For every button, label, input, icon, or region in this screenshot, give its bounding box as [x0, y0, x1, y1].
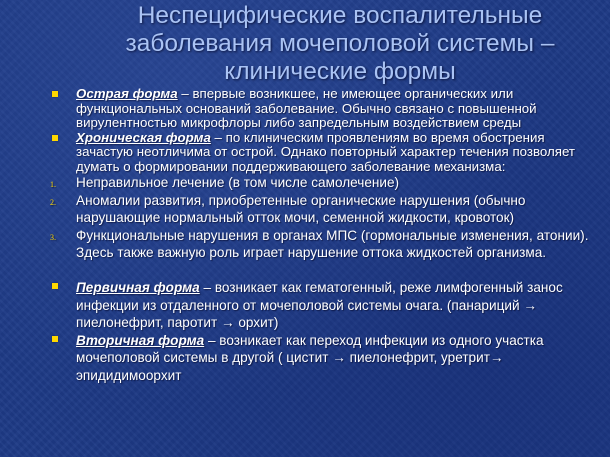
item-text: Неправильное лечение (в том числе самолечение): [76, 175, 400, 190]
list-item-acute-form: [46, 87, 598, 131]
list-item-chronic-form: [46, 131, 598, 175]
square-bullet-icon: [52, 135, 58, 141]
list-item-primary-form: [46, 279, 598, 332]
square-bullet-icon: [52, 283, 58, 289]
numbered-item-1: [46, 174, 598, 192]
item-text: – возникает как переход инфекции из одного участка мочеполовой системы в другой ( цистит → пиелонефрит, уретрит→ эпидидимоорхит: [76, 332, 544, 383]
list-item-secondary-form: [46, 332, 598, 385]
item-text: – впервые возникшее, не имеющее органических или функциональных оснований заболевание. Обычно связано с повышенной вирулентностью микрофлоры либо запредельным воздействием среды: [76, 86, 537, 130]
item-text: Функциональные нарушения в органах МПС (гормональные изменения, атонии). Здесь также важную роль играет нарушение оттока жидкостей организма.: [76, 227, 589, 261]
term-primary-form: Первичная форма: [76, 279, 200, 295]
slide-title: Неспецифические воспалительные заболевания мочеполовой системы – клинические формы: [125, 2, 555, 85]
numbered-item-3: [46, 227, 598, 262]
item-text: – по клиническим проявлениям во время обострения зачастую неотличима от острой. Однако повторный характер течения позволяет думать о формировании поддерживающего заболевание механизма:: [76, 129, 576, 174]
list-number: 3.: [50, 232, 56, 242]
square-bullet-icon: [52, 336, 58, 342]
list-number: 2.: [50, 197, 56, 207]
item-text: Аномалии развития, приобретенные органические нарушения (обычно нарушающие нормальный отток мочи, семенной жидкости, кровоток): [76, 192, 526, 226]
list-number: 1.: [50, 180, 56, 189]
square-bullet-icon: [52, 91, 58, 97]
term-secondary-form: Вторичная форма: [76, 332, 205, 348]
slide-content: [46, 87, 598, 385]
term-chronic-form: Хроническая форма: [76, 129, 211, 145]
term-acute-form: Острая форма: [76, 86, 178, 101]
numbered-item-2: [46, 192, 598, 227]
item-text: – возникает как гематогенный, реже лимфогенный занос инфекции из отдаленного от мочеполовой системы очага. (панариций → пиелонефрит, паротит → орхит): [76, 279, 563, 331]
